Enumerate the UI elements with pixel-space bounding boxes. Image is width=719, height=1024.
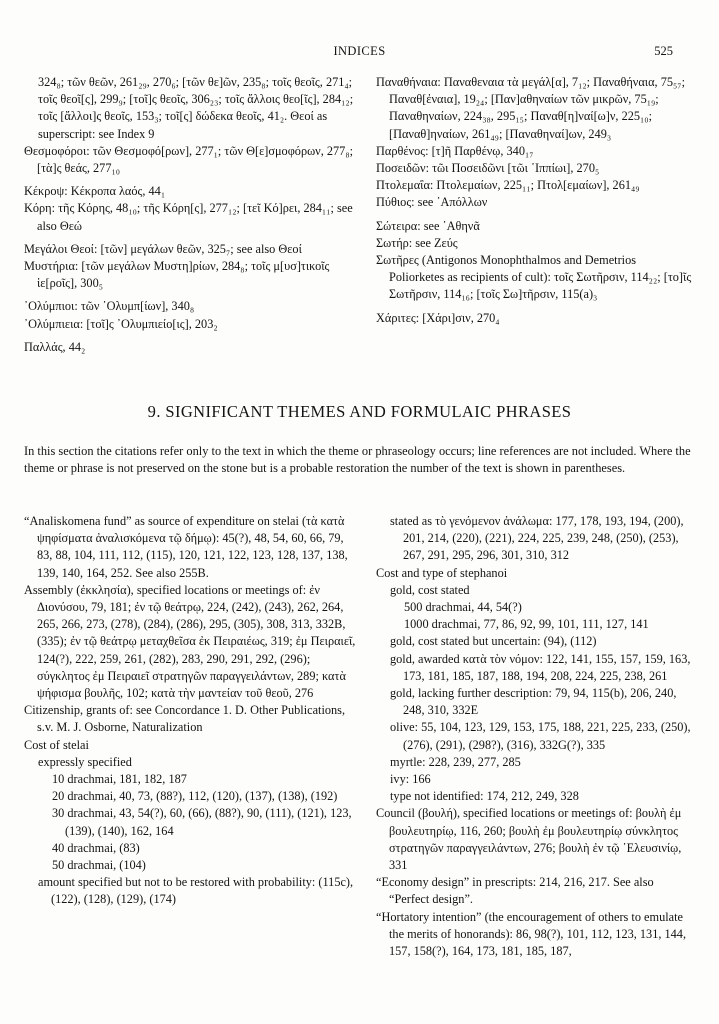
index-entry: Κέκροψ: Κέκροπα λαός, 44₁ <box>24 184 166 199</box>
index-entry: Πύθιος: see ᾿Απόλλων <box>376 195 488 210</box>
index-entry: Παλλάς, 44₂ <box>24 339 86 354</box>
theme-subentry: expressly specified <box>38 754 132 769</box>
index-entry: 324₈; τῶν θεῶν, 261₂₉, 270₆; [τῶν θε]ῶν, 235₈; τοῖς θεοῖς, 271₄; τοῖς θεοῖ[ς], 299₉; [τοῖ]ς θεοῖς, 306₂₃; τοῖς ἄλλοις θεο[ῖς], 284₁₂; τοῖς [ἄλλοι]ς θεοῖς, 153₃; τοῖ[ς] δώδεκα θεοῖς, 41₂. Θεοί as superscript: see Index 9 <box>38 75 354 141</box>
theme-subentry: ivy: 166 <box>390 772 431 787</box>
theme-subentry: gold, cost stated but uncertain: (94), (112) <box>390 634 597 649</box>
index-entry: Πτολεμαΐα: Πτολεμαίων, 225₁₁; Πτολ[εμαίων], 261₄₉ <box>376 178 640 193</box>
theme-entry: “Analiskomena fund” as source of expenditure on stelai (τὰ κατὰ ψηφίσματα ἀναλισκόμενα τῷ δήμῳ): 45(?), 48, 54, 60, 66, 79, 83, 88, 104, 111, 112, (115), 120, 121, 122, 123, 128, 137, 138, 139, 140, 164, 252. See also 255B. <box>24 514 348 580</box>
theme-subentry: 500 drachmai, 44, 54(?) <box>404 600 522 615</box>
theme-entry: Council (βουλή), specified locations or meetings of: βουλὴ ἐμ βουλευτηρίῳ, 116, 260; βουλὴ ἐμ βουλευτηρίῳ σύνκλητος στρατηγῶν παραγγειλάντων, 276; βουλὴ ἐν τῷ ᾿Ελευσινίῳ, 331 <box>376 806 682 873</box>
theme-subentry: type not identified: 174, 212, 249, 328 <box>390 789 579 804</box>
index-entry: Μεγάλοι Θεοί: [τῶν] μεγάλων θεῶν, 325₇; see also Θεοί <box>24 241 302 256</box>
theme-entry: Citizenship, grants of: see Concordance 1. D. Other Publications, s.v. M. J. Osborne, Naturalization <box>24 703 346 735</box>
index-entry: Παρθένος: [τ]ῆ Παρθένῳ, 340₁₇ <box>376 143 534 158</box>
section-intro: In this section the citations refer only to the text in which the theme or phraseology occurs; line references are not included. Where the theme or phrase is not preserved on the stone but is a probable restoration the number of the text is shown in parentheses. <box>24 444 691 476</box>
theme-subentry: myrtle: 228, 239, 277, 285 <box>390 754 521 769</box>
theme-subentry: gold, awarded κατὰ τὸν νόμον: 122, 141, 155, 157, 159, 163, 173, 181, 185, 187, 188, 194, 208, 224, 225, 238, 261 <box>390 651 691 683</box>
theme-entry: Cost and type of stephanoi <box>376 565 508 580</box>
theme-subentry: 50 drachmai, (104) <box>52 858 146 873</box>
running-head <box>0 44 719 64</box>
theme-subentry: gold, cost stated <box>390 582 470 597</box>
index-entry: Σωτήρ: see Ζεύς <box>376 235 458 250</box>
themes-column-right <box>376 513 696 960</box>
index-entry: Χάριτες: [Χάρι]σιν, 270₄ <box>376 310 500 325</box>
theme-subentry: 10 drachmai, 181, 182, 187 <box>52 772 187 787</box>
index-entry: Σωτῆρες (Antigonos Monophthalmos and Demetrios Poliorketes as recipients of cult): τοῖς Σωτῆρσιν, 114₂₂; [το]ῖς Σωτῆρσιν, 114₁₆; [τοῖς Σω]τῆρσιν, 115(a)₃ <box>376 253 692 302</box>
theme-subentry: 1000 drachmai, 77, 86, 92, 99, 101, 111, 127, 141 <box>404 617 649 632</box>
index-column-top-right <box>376 74 694 327</box>
theme-subentry: 40 drachmai, (83) <box>52 840 140 855</box>
index-entry: Ποσειδῶν: τῶι Ποσειδῶνι [τῶι ῾Ιππίωι], 270₅ <box>376 161 600 176</box>
index-entry: Κόρη: τῆς Κόρης, 48₁₀; τῆς Κόρη[ς], 277₁₂; [τεῖ Κό]ρει, 284₁₁; see also Θεώ <box>24 201 353 233</box>
index-entry: Θεσμοφόροι: τῶν Θεσμοφό[ρων], 277₁; τῶν Θ[ε]σμοφόρων, 277₈; [τὰ]ς θεάς, 277₁₀ <box>24 143 354 176</box>
section-heading: 9. SIGNIFICANT THEMES AND FORMULAIC PHRASES <box>147 402 572 421</box>
themes-column-left <box>24 513 358 909</box>
theme-entry: Assembly (ἐκκλησία), specified locations or meetings of: ἐν Διονύσου, 79, 181; ἐν τῷ θεάτρῳ, 224, (242), (243), 262, 264, 265, 266, 273, (278), (284), (286), 295, (305), 308, 313, 332B, (335); ἐν τῷ θεάτρῳ μεταχθεῖσα ἐκ Πειραιέως, 319; ἐμ Πειραιεῖ, 124(?), 222, 259, 261, (282), 283, 290, 291, 292, (296); σύγκλητος ἐμ Πειραιεῖ στρατηγῶν παραγγειλάντων, 289; κατὰ ψήφισμα βουλῆς, 102; κατὰ τὴν μαντείαν τοῦ θεοῦ, 276 <box>24 582 356 701</box>
theme-subentry: gold, lacking further description: 79, 94, 115(b), 206, 240, 248, 310, 332E <box>390 686 677 718</box>
theme-entry: “Economy design” in prescripts: 214, 216, 217. See also “Perfect design”. <box>376 875 654 907</box>
theme-entry: Cost of stelai <box>24 737 89 752</box>
index-entry: ᾿Ολύμπιοι: τῶν ᾿Ολυμπ[ίων], 340₈ <box>24 299 195 314</box>
theme-subentry: olive: 55, 104, 123, 129, 153, 175, 188, 221, 225, 233, (250), (276), (291), (298?), (316), 332G(?), 335 <box>390 720 691 752</box>
index-entry: Παναθήναια: Παναθεναια τὰ μεγάλ[α], 7₁₂; Παναθήναια, 75₅₇; Παναθ[ἐναια], 19₂₄; [Παν]αθηναίων τῶν μικρῶν, 75₁₉; Παναθηναίων, 224₃₈, 295₁₅; Παναθ[η]ναί[ω]ν, 225₁₀; [Παναθ]ηναίων, 261₄₉; [Παναθηναί]ων, 249₃ <box>376 75 685 141</box>
index-entry: Σώτειρα: see ᾿Αθηνᾶ <box>376 218 480 233</box>
index-column-top-left <box>24 74 358 356</box>
page-number: 525 <box>654 44 673 58</box>
index-entry: Μυστήρια: [τῶν μεγάλων Μυστη]ρίων, 284₈; τοῖς μ[υσ]τικοῖς ἱε[ροῖς], 300₅ <box>24 259 330 291</box>
running-head-title: INDICES <box>333 44 386 58</box>
theme-subentry: amount specified but not to be restored with probability: (115c), (122), (128), (129), (174) <box>38 875 354 907</box>
theme-subentry: 20 drachmai, 40, 73, (88?), 112, (120), (137), (138), (192) <box>52 789 338 804</box>
theme-entry: “Hortatory intention” (the encouragement of others to emulate the merits of honorands): 86, 98(?), 101, 112, 123, 131, 144, 157, 158(?), 164, 173, 181, 185, 187, <box>376 909 687 959</box>
theme-subentry: stated as τὸ γενόμενον ἀνάλωμα: 177, 178, 193, 194, (200), 201, 214, (220), (221), 224, 225, 239, 248, (250), (253), 267, 291, 295, 296, 301, 310, 312 <box>390 514 684 563</box>
theme-subentry: 30 drachmai, 43, 54(?), 60, (66), (88?), 90, (111), (121), 123, (139), (140), 162, 164 <box>52 806 352 838</box>
index-entry: ᾿Ολύμπιεια: [τοῖ]ς ᾿Ολυμπιείο[ις], 203₂ <box>24 316 218 331</box>
